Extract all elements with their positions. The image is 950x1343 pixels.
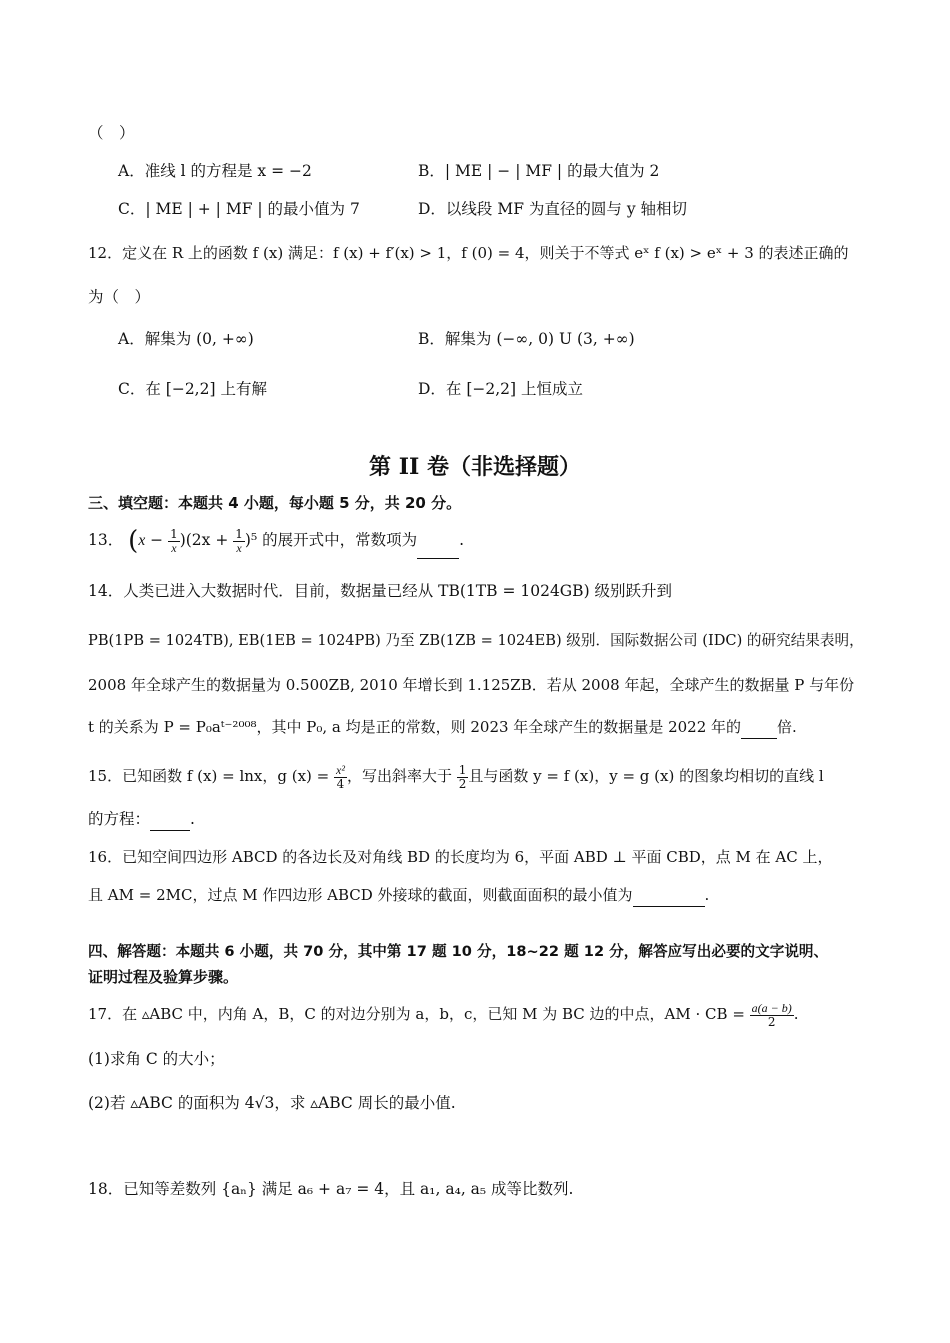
q15-line2 (88, 808, 195, 831)
q17-fraction-den: 2 (767, 1014, 776, 1029)
q13-left-paren: ( (128, 526, 139, 556)
q14-line3: 2008 年全球产生的数据量为 0.500ZB, 2010 年增长到 1.125ZB．若从 2008 年起，全球产生的数据量 P 与年份 (88, 676, 855, 694)
q16-line2-text: 且 AM = 2MC，过点 M 作四边形 ABCD 外接球的截面，则截面面积的最小值为 (88, 886, 633, 904)
q15-fraction-g-den: 4 (336, 776, 345, 791)
q15-mid: ，写出斜率大于 (346, 767, 452, 785)
q13-fraction-a-num: 1 (170, 526, 178, 541)
q13-fraction-b-den: x (236, 540, 242, 555)
q15-fraction-half-num: 1 (458, 762, 467, 777)
q12-option-c: C．在 [−2,2] 上有解 (118, 380, 267, 398)
q13-fraction-b-num: 1 (235, 526, 243, 541)
q14-answer-blank[interactable] (741, 716, 777, 739)
q13-fraction-b (233, 528, 245, 555)
q15-fraction-g-num: x² (336, 762, 345, 777)
q13-x: x (138, 532, 146, 549)
q11-paren: （ ） (88, 124, 135, 142)
q16-answer-blank[interactable] (633, 884, 705, 907)
q11-option-a: A．准线 l 的方程是 x = −2 (118, 162, 312, 180)
q17-part1: (1)求角 C 的大小； (88, 1050, 225, 1068)
q13-number: 13． (88, 531, 124, 549)
q17-part2: (2)若 ▵ABC 的面积为 4√3，求 ▵ABC 周长的最小值. (88, 1094, 456, 1112)
section3-heading: 三、填空题：本题共 4 小题，每小题 5 分，共 20 分。 (88, 494, 462, 512)
q12-option-d: D．在 [−2,2] 上恒成立 (418, 380, 584, 398)
q12-stem-cont: 为（ ） (88, 288, 151, 306)
q12-option-b: B．解集为 (−∞, 0) U (3, +∞) (418, 330, 635, 348)
q17-stem-text: 17．在 ▵ABC 中，内角 A，B，C 的对边分别为 a，b，c，已知 M 为 BC 边的中点，AM · CB = (88, 1005, 745, 1023)
q15-fraction-half (457, 764, 469, 791)
q16-line2 (88, 884, 709, 907)
q11-option-c: C．| ME | + | MF | 的最小值为 7 (118, 200, 360, 218)
q15-pre: 15．已知函数 f (x) = lnx，g (x) = (88, 767, 330, 785)
q17-stem (88, 994, 799, 1034)
q17-end: . (793, 1005, 799, 1023)
q14-line4 (88, 716, 797, 739)
q15-fraction-g (334, 764, 347, 791)
q13-tail: )⁵ 的展开式中，常数项为 (244, 531, 418, 549)
q13-mid: )(2x + (179, 531, 229, 549)
q12-stem: 12．定义在 R 上的函数 f (x) 满足：f (x) + f′(x) > 1，f (0) = 4，则关于不等式 eˣ f (x) > eˣ + 3 的表述正确的 (88, 244, 849, 262)
q15-post: 且与函数 y = f (x)，y = g (x) 的图象均相切的直线 l (468, 767, 824, 785)
q14-line4-end: 倍. (777, 718, 797, 736)
q14-line1: 14．人类已进入大数据时代．目前，数据量已经从 TB(1TB = 1024GB) 级别跃升到 (88, 582, 673, 600)
section4-heading-line1: 四、解答题：本题共 6 小题，共 70 分，其中第 17 题 10 分，18~22 题 12 分，解答应写出必要的文字说明、 (88, 943, 829, 960)
q17-fraction-num: a(a − b) (751, 1000, 792, 1015)
q18-stem: 18．已知等差数列 {aₙ} 满足 a₆ + a₇ = 4，且 a₁, a₄, a₅ 成等比数列. (88, 1180, 574, 1198)
q15-line2-end: . (190, 810, 195, 828)
q15-line1 (88, 756, 824, 796)
q16-line2-end: . (704, 886, 710, 904)
q15-fraction-half-den: 2 (458, 776, 467, 791)
q17-fraction (750, 1002, 794, 1029)
q13-end: . (459, 531, 465, 549)
q11-option-b: B．| ME | − | MF | 的最大值为 2 (418, 162, 660, 180)
q14-line4-text: t 的关系为 P = P₀aᵗ⁻²⁰⁰⁸，其中 P₀, a 均是正的常数，则 2023 年全球产生的数据量是 2022 年的 (88, 718, 742, 736)
q14-line2: PB(1PB = 1024TB), EB(1EB = 1024PB) 乃至 ZB(1ZB = 1024EB) 级别．国际数据公司 (IDC) 的研究结果表明， (88, 632, 864, 649)
q13-answer-blank[interactable] (417, 522, 459, 559)
q13: 13． (x − $\frac{1}{x}$ )(2x + $\frac{1}{x}$ )⁵ 的展开式中，常数项为 . (88, 522, 464, 559)
q13-fraction-a-den: x (171, 540, 177, 555)
q16-line1: 16．已知空间四边形 ABCD 的各边长及对角线 BD 的长度均为 6，平面 ABD ⊥ 平面 CBD，点 M 在 AC 上， (88, 848, 833, 866)
q11-option-d: D．以线段 MF 为直径的圆与 y 轴相切 (418, 200, 688, 218)
q15-line2-text: 的方程： (88, 810, 151, 828)
q12-option-a: A．解集为 (0, +∞) (118, 330, 254, 348)
part2-title: 第 II 卷（非选择题） (369, 454, 581, 480)
q15-answer-blank[interactable] (150, 808, 190, 831)
section4-heading-line2: 证明过程及验算步骤。 (88, 968, 239, 986)
q13-fraction-a (168, 528, 180, 555)
